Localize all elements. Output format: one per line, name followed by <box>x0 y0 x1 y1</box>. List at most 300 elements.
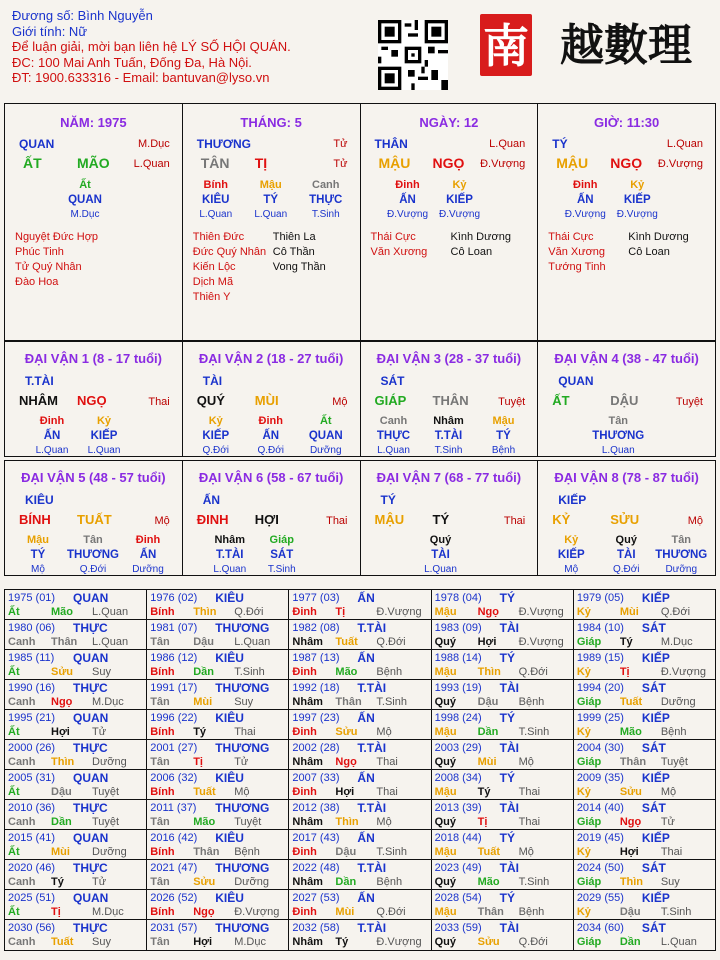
dai-van-state: Tuyệt <box>675 396 703 408</box>
year-god: QUAN <box>73 651 109 665</box>
year-cell <box>5 680 147 709</box>
year-stem: Bính <box>150 726 175 738</box>
year-branch: Ngọ <box>477 606 499 618</box>
year-god: TÀI <box>499 801 519 815</box>
year-stem: Ất <box>8 726 20 738</box>
year-state: Mộ <box>660 786 677 798</box>
year-god: ẤN <box>357 771 375 785</box>
year-branch: Sửu <box>477 936 500 948</box>
year-label: 1999 (25) <box>576 712 624 724</box>
year-god: ẤN <box>357 651 375 665</box>
pillar-2 <box>183 104 361 340</box>
logo-seal-icon <box>478 8 718 80</box>
star: Nguyệt Đức Hợp <box>15 231 99 243</box>
star: Kình Dương <box>628 231 689 243</box>
year-stem: Tân <box>150 636 170 648</box>
dai-van-title: ĐẠI VẬN 4 (38 - 47 tuổi) <box>554 351 699 366</box>
year-state: M.Dục <box>234 936 266 948</box>
year-stem: Kỷ <box>576 606 591 618</box>
svg-text:越數理: 越數理 <box>560 20 692 71</box>
year-god: T.TÀI <box>357 681 387 695</box>
year-label: 2018 (44) <box>434 832 482 844</box>
god-can: TÝ <box>552 137 568 151</box>
year-stem: Mậu <box>434 726 457 738</box>
year-branch: Dậu <box>619 906 641 918</box>
year-god: QUAN <box>73 891 109 905</box>
hidden-god: ẤN <box>399 194 416 206</box>
year-state: Mộ <box>376 816 392 828</box>
dai-van-stem: NHÂM <box>19 393 58 408</box>
year-stem: Đinh <box>292 786 317 798</box>
year-label: 1985 (11) <box>8 652 55 664</box>
year-label: 1993 (19) <box>434 682 482 694</box>
year-state: T.Sinh <box>234 666 265 678</box>
year-label: 1981 (07) <box>150 622 198 634</box>
hidden-god: T.TÀI <box>434 430 463 442</box>
year-cell <box>147 800 289 829</box>
dai-van-row-2 <box>4 460 716 576</box>
year-label: 2013 (39) <box>434 802 482 814</box>
year-branch: Mùi <box>193 696 213 708</box>
hidden-state: L.Quan <box>199 209 233 220</box>
year-stem: Nhâm <box>292 636 323 648</box>
year-label: 2024 (50) <box>576 862 624 874</box>
year-cell <box>289 650 431 679</box>
year-god: KIÊU <box>215 891 244 905</box>
year-state: Tử <box>92 726 107 738</box>
year-cell <box>5 890 147 919</box>
year-label: 1982 (08) <box>292 622 340 634</box>
year-cell <box>574 710 715 739</box>
upper-right: L.Quan <box>666 138 703 150</box>
year-label: 2027 (53) <box>292 892 340 904</box>
dai-van-stem: ĐINH <box>196 512 229 527</box>
year-cell <box>432 710 574 739</box>
star: Kình Dương <box>450 231 511 243</box>
year-state: M.Dục <box>92 906 124 918</box>
year-label: 2020 (46) <box>8 862 56 874</box>
year-cell <box>432 860 574 889</box>
star: Cô Loan <box>450 246 493 258</box>
year-cell <box>289 860 431 889</box>
year-label: 1977 (03) <box>292 592 340 604</box>
dai-van-god: ẤN <box>202 493 221 507</box>
star: Thiên Y <box>192 291 231 303</box>
year-state: Tuyệt <box>660 756 688 768</box>
hidden-state: T.Sinh <box>267 564 296 575</box>
year-label: 2019 (45) <box>576 832 624 844</box>
hidden-god: TÀI <box>431 549 450 561</box>
year-god: KIÊU <box>215 711 244 725</box>
year-label: 1989 (15) <box>576 652 624 664</box>
star: Thái Cực <box>370 231 416 243</box>
year-god: T.TÀI <box>357 861 387 875</box>
year-cell <box>5 620 147 649</box>
year-label: 1996 (22) <box>150 712 198 724</box>
year-god: SÁT <box>641 921 666 935</box>
year-cell <box>147 770 289 799</box>
dai-van-2 <box>183 342 361 456</box>
hidden-god: TÝ <box>496 430 511 442</box>
year-stem: Kỷ <box>576 906 591 918</box>
year-stem: Mậu <box>434 786 457 798</box>
year-label: 2008 (34) <box>434 772 482 784</box>
year-god: THƯƠNG <box>215 681 270 695</box>
hidden-stem: Ất <box>79 179 91 191</box>
year-branch: Thìn <box>477 666 501 678</box>
hidden-god: THƯƠNG <box>592 430 645 442</box>
year-branch: Tị <box>193 756 203 768</box>
year-row <box>5 800 715 830</box>
god-can: QUAN <box>19 137 55 151</box>
hidden-stem: Tân <box>608 415 629 427</box>
dai-van-god: KIẾP <box>558 493 587 507</box>
year-god: T.TÀI <box>357 921 387 935</box>
year-branch: Sửu <box>193 876 216 888</box>
hidden-state: L.Quan <box>254 209 288 220</box>
dai-van-state: Thai <box>503 515 526 527</box>
hidden-state: Q.Đới <box>202 445 230 456</box>
year-cell <box>289 680 431 709</box>
four-pillars <box>4 103 716 341</box>
hidden-stem: Đinh <box>39 415 65 427</box>
pillar-title: NĂM: 1975 <box>60 115 127 130</box>
hidden-stem: Đinh <box>573 179 598 191</box>
hidden-god: ẤN <box>139 549 157 561</box>
year-state: Thai <box>518 816 541 828</box>
year-cell <box>147 860 289 889</box>
year-cell <box>147 620 289 649</box>
year-row <box>5 830 715 860</box>
hidden-god: SÁT <box>270 549 294 561</box>
pillar-3 <box>361 104 539 340</box>
year-state: Dưỡng <box>92 846 127 858</box>
year-branch: Tuất <box>477 846 501 858</box>
year-cell <box>289 830 431 859</box>
year-cell <box>147 890 289 919</box>
year-row <box>5 710 715 740</box>
dai-van-title: ĐẠI VẬN 5 (48 - 57 tuổi) <box>21 470 166 485</box>
year-label: 1976 (02) <box>150 592 198 604</box>
year-cell <box>574 890 715 919</box>
year-stem: Tân <box>150 876 170 888</box>
dai-van-6 <box>183 461 361 575</box>
year-cell <box>574 770 715 799</box>
year-label: 2029 (55) <box>576 892 624 904</box>
year-state: L.Quan <box>92 606 129 618</box>
year-stem: Mậu <box>434 666 457 678</box>
year-cell <box>432 650 574 679</box>
year-stem: Canh <box>8 816 36 828</box>
stem: MẬU <box>378 155 411 171</box>
year-cell <box>147 710 289 739</box>
year-stem: Mậu <box>434 606 457 618</box>
year-branch: Thìn <box>193 606 217 618</box>
year-stem: Nhâm <box>292 756 323 768</box>
year-stem: Giáp <box>576 636 602 648</box>
star: Đào Hoa <box>15 276 59 288</box>
dai-van-branch: NGỌ <box>77 393 107 408</box>
year-god: ẤN <box>357 711 375 725</box>
year-branch: Sửu <box>335 726 358 738</box>
year-god: SÁT <box>641 801 666 815</box>
hidden-god: TÝ <box>263 194 279 206</box>
year-cell <box>574 800 715 829</box>
star: Cô Thần <box>272 246 315 258</box>
year-branch: Thân <box>619 756 647 768</box>
year-stem: Tân <box>150 816 170 828</box>
year-stem: Giáp <box>576 936 602 948</box>
year-state: Suy <box>234 696 254 708</box>
year-god: QUAN <box>73 591 109 605</box>
upper-right: Tử <box>333 138 348 150</box>
dai-van-3 <box>361 342 539 456</box>
year-stem: Nhâm <box>292 876 323 888</box>
year-stem: Ất <box>8 906 20 918</box>
year-stem: Kỷ <box>576 726 591 738</box>
hidden-stem: Đinh <box>395 179 420 191</box>
year-state: Tử <box>660 816 675 828</box>
year-stem: Ất <box>8 786 20 798</box>
year-stem: Đinh <box>292 606 317 618</box>
year-label: 2031 (57) <box>150 922 198 934</box>
year-state: Tử <box>92 876 107 888</box>
year-branch: Tý <box>193 726 207 738</box>
year-label: 1975 (01) <box>8 592 56 604</box>
hidden-state: L.Quan <box>424 564 457 575</box>
year-label: 2015 (41) <box>8 832 56 844</box>
year-branch: Mão <box>51 606 73 618</box>
year-stem: Đinh <box>292 846 317 858</box>
dai-van-row-1 <box>4 341 716 457</box>
year-cell <box>5 590 147 619</box>
year-stem: Kỷ <box>576 786 591 798</box>
year-god: TÀI <box>499 921 519 935</box>
year-cell <box>432 890 574 919</box>
year-branch: Ngọ <box>619 816 642 828</box>
year-branch: Thân <box>335 696 362 708</box>
year-god: TÝ <box>499 831 515 845</box>
dai-van-title: ĐẠI VẬN 2 (18 - 27 tuổi) <box>198 351 344 366</box>
year-stem: Giáp <box>576 816 602 828</box>
year-god: TÝ <box>499 891 515 905</box>
year-cell <box>432 680 574 709</box>
year-stem: Mậu <box>434 846 457 858</box>
year-god: THƯƠNG <box>215 741 270 755</box>
year-label: 1994 (20) <box>576 682 624 694</box>
year-state: Bệnh <box>660 726 687 738</box>
year-cell <box>574 830 715 859</box>
year-god: SÁT <box>641 741 666 755</box>
year-cell <box>147 680 289 709</box>
year-cell <box>289 590 431 619</box>
hidden-god: KIẾP <box>202 430 230 442</box>
hidden-god: TÝ <box>30 549 46 561</box>
year-state: Đ.Vượng <box>518 606 564 618</box>
year-branch: Hợi <box>477 636 497 648</box>
dai-van-title: ĐẠI VẬN 1 (8 - 17 tuổi) <box>24 351 162 366</box>
year-stem: Mậu <box>434 906 457 918</box>
year-branch: Ngọ <box>193 906 215 918</box>
hidden-god: KIÊU <box>202 194 230 206</box>
year-state: Mộ <box>518 756 534 768</box>
year-state: T.Sinh <box>376 846 407 858</box>
hidden-stem: Canh <box>379 415 408 427</box>
year-branch: Hợi <box>335 786 355 798</box>
star: Tử Quý Nhân <box>15 261 82 273</box>
hidden-stem: Bính <box>203 179 228 191</box>
hidden-god: TÀI <box>616 549 636 561</box>
year-state: L.Quan <box>234 636 271 648</box>
year-state: Thai <box>234 726 256 738</box>
year-god: TÝ <box>499 771 515 785</box>
address-line: ĐC: 100 Mai Anh Tuấn, Đống Đa, Hà Nội. <box>12 54 252 70</box>
year-state: T.Sinh <box>660 906 692 918</box>
hidden-state: T.Sinh <box>311 209 340 220</box>
star: Đức Quý Nhân <box>192 246 267 258</box>
year-state: Mộ <box>376 726 392 738</box>
year-row <box>5 650 715 680</box>
year-label: 2002 (28) <box>292 742 340 754</box>
hidden-god: THƯƠNG <box>67 549 119 561</box>
year-god: T.TÀI <box>357 801 387 815</box>
year-label: 1992 (18) <box>292 682 340 694</box>
year-stem: Canh <box>8 636 36 648</box>
year-branch: Ngọ <box>51 696 73 708</box>
hidden-stem: Đinh <box>258 415 283 427</box>
branch: NGỌ <box>610 155 643 171</box>
year-label: 2016 (42) <box>150 832 198 844</box>
year-state: Bệnh <box>518 696 545 708</box>
hidden-god: T.TÀI <box>216 549 244 561</box>
dai-van-branch: TUẤT <box>77 512 112 527</box>
year-cell <box>5 770 147 799</box>
dai-van-stem: QUÝ <box>196 393 225 408</box>
pillar-4 <box>538 104 715 340</box>
year-label: 2028 (54) <box>434 892 482 904</box>
year-state: Mộ <box>234 786 250 798</box>
year-cell <box>289 710 431 739</box>
dai-van-branch: HỢI <box>254 512 279 527</box>
dai-van-title: ĐẠI VẬN 8 (78 - 87 tuổi) <box>554 470 699 485</box>
year-stem: Canh <box>8 696 36 708</box>
year-label: 1998 (24) <box>434 712 482 724</box>
year-cell <box>574 680 715 709</box>
year-state: Bệnh <box>234 846 260 858</box>
year-label: 2033 (59) <box>434 922 482 934</box>
year-state: Thai <box>518 786 541 798</box>
year-state: Đ.Vượng <box>376 606 422 618</box>
year-stem: Quý <box>434 816 457 828</box>
pillar-title: NGÀY: 12 <box>419 115 479 130</box>
hidden-god: THỰC <box>309 194 343 206</box>
year-state: Q.Đới <box>376 906 406 918</box>
hidden-god: ẤN <box>576 194 594 206</box>
dai-van-stem: MẬU <box>374 512 405 527</box>
year-branch: Hợi <box>51 726 70 738</box>
year-branch: Sửu <box>51 666 74 678</box>
dai-van-title: ĐẠI VẬN 3 (28 - 37 tuổi) <box>376 351 522 366</box>
year-stem: Tân <box>150 756 170 768</box>
year-branch: Mùi <box>477 756 497 768</box>
year-stem: Kỷ <box>576 666 591 678</box>
year-stem: Canh <box>8 756 36 768</box>
star: Phúc Tinh <box>15 246 64 258</box>
year-label: 2003 (29) <box>434 742 482 754</box>
dai-van-state: Tuyệt <box>498 396 526 408</box>
year-cell <box>574 860 715 889</box>
year-stem: Nhâm <box>292 816 323 828</box>
year-cell <box>5 830 147 859</box>
year-branch: Tuất <box>335 636 358 648</box>
year-state: Q.Đới <box>234 606 264 618</box>
year-row <box>5 890 715 920</box>
year-label: 2007 (33) <box>292 772 340 784</box>
year-stem: Ất <box>8 606 20 618</box>
year-stem: Giáp <box>576 696 602 708</box>
hidden-stem: Tân <box>671 534 692 546</box>
year-god: KIẾP <box>641 831 670 845</box>
year-god: KIẾP <box>641 891 670 905</box>
year-stem: Ất <box>8 846 20 858</box>
year-branch: Dần <box>193 666 214 678</box>
year-state: Đ.Vượng <box>660 666 706 678</box>
year-branch: Hợi <box>193 936 213 948</box>
year-god: THỰC <box>73 861 108 875</box>
year-god: QUAN <box>73 711 109 725</box>
year-label: 2010 (36) <box>8 802 56 814</box>
year-cell <box>574 920 715 950</box>
year-cell <box>289 920 431 950</box>
year-god: T.TÀI <box>357 741 387 755</box>
hidden-state: Đ.Vượng <box>564 209 606 220</box>
hidden-stem: Kỷ <box>96 415 112 427</box>
year-branch: Mùi <box>619 606 639 618</box>
year-label: 2025 (51) <box>8 892 56 904</box>
year-row <box>5 620 715 650</box>
god-can: THƯƠNG <box>196 137 251 151</box>
year-stem: Bính <box>150 906 175 918</box>
year-branch: Thân <box>193 846 220 858</box>
year-god: THƯƠNG <box>215 801 270 815</box>
year-label: 1997 (23) <box>292 712 340 724</box>
dai-van-god: TÀI <box>202 374 223 388</box>
hidden-stem: Kỷ <box>630 179 645 191</box>
year-cell <box>5 860 147 889</box>
year-stem: Nhâm <box>292 936 323 948</box>
dai-van-stem: GIÁP <box>374 393 407 408</box>
dai-van-branch: DẬU <box>610 393 639 408</box>
year-state: L.Quan <box>92 636 129 648</box>
year-label: 2023 (49) <box>434 862 482 874</box>
year-god: QUAN <box>73 831 109 845</box>
dai-van-title: ĐẠI VẬN 7 (68 - 77 tuổi) <box>376 470 522 485</box>
star: Thái Cực <box>548 231 594 243</box>
year-god: KIẾP <box>641 711 670 725</box>
year-stem: Canh <box>8 936 36 948</box>
hidden-state: Dưỡng <box>132 564 164 575</box>
dai-van-5 <box>5 461 183 575</box>
year-cell <box>147 650 289 679</box>
star: Văn Xương <box>548 246 606 258</box>
star: Dịch Mã <box>192 276 234 288</box>
year-label: 1978 (04) <box>434 592 482 604</box>
year-stem: Quý <box>434 936 457 948</box>
god-can: THÂN <box>374 137 408 151</box>
year-label: 1986 (12) <box>150 652 198 664</box>
year-god: THỰC <box>73 741 108 755</box>
year-branch: Tị <box>51 906 61 918</box>
